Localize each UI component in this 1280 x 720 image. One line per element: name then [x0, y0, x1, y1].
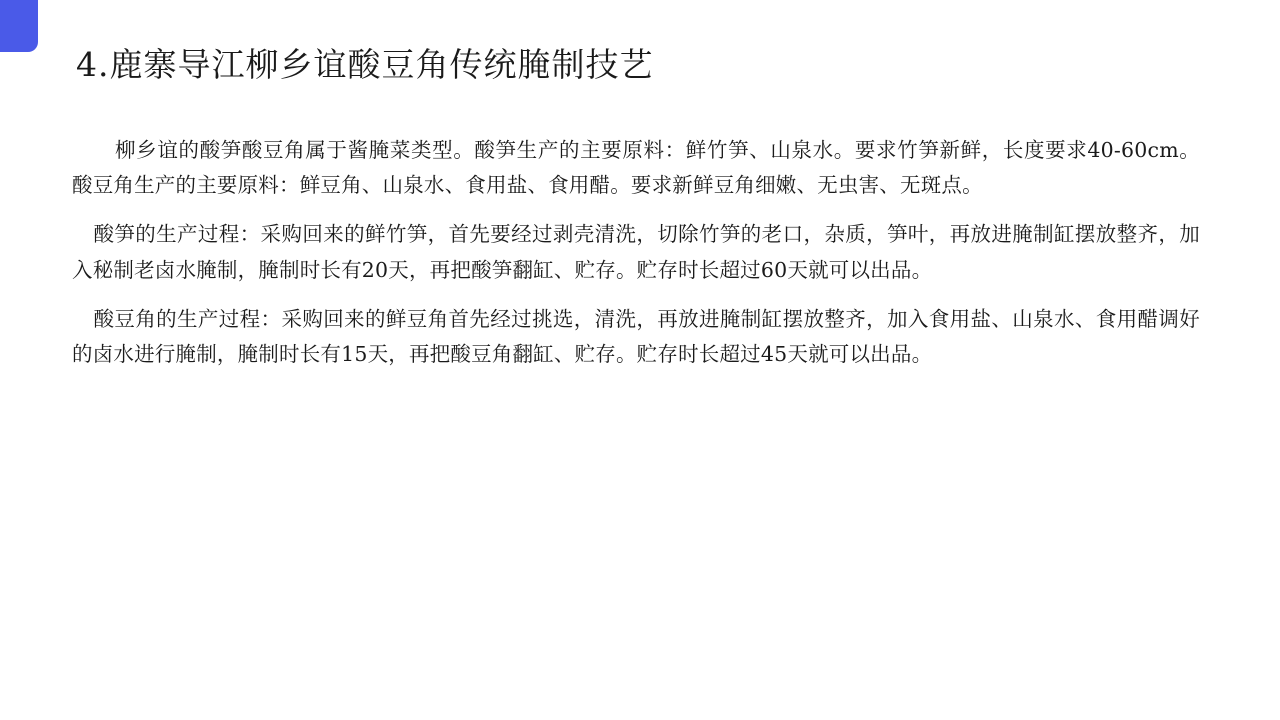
- paragraph-sour-bean-process: 酸豆角的生产过程：采购回来的鲜豆角首先经过挑选，清洗，再放进腌制缸摆放整齐，加入食用盐、山泉水、食用醋调好的卤水进行腌制，腌制时长有15天，再把酸豆角翻缸、贮存。贮存时长超过45天就可以出品。: [72, 306, 1200, 367]
- paragraph-sour-bamboo-process: 酸笋的生产过程：采购回来的鲜竹笋，首先要经过剥壳清洗，切除竹笋的老口，杂质，笋叶，再放进腌制缸摆放整齐，加入秘制老卤水腌制，腌制时长有20天，再把酸笋翻缸、贮存。贮存时长超过60天就可以出品。: [72, 222, 1200, 282]
- accent-bar-decoration: [0, 0, 38, 52]
- page-title: 4.鹿寨导江柳乡谊酸豆角传统腌制技艺: [76, 45, 654, 84]
- body-text-block: [72, 133, 1200, 373]
- slide-content: [72, 44, 1208, 386]
- paragraph-raw-materials: 柳乡谊的酸笋酸豆角属于酱腌菜类型。酸笋生产的主要原料：鲜竹笋、山泉水。要求竹笋新鲜，长度要求40-60cm。酸豆角生产的主要原料：鲜豆角、山泉水、食用盐、食用醋。要求新鲜豆角细嫩、无虫害、无斑点。: [72, 137, 1200, 198]
